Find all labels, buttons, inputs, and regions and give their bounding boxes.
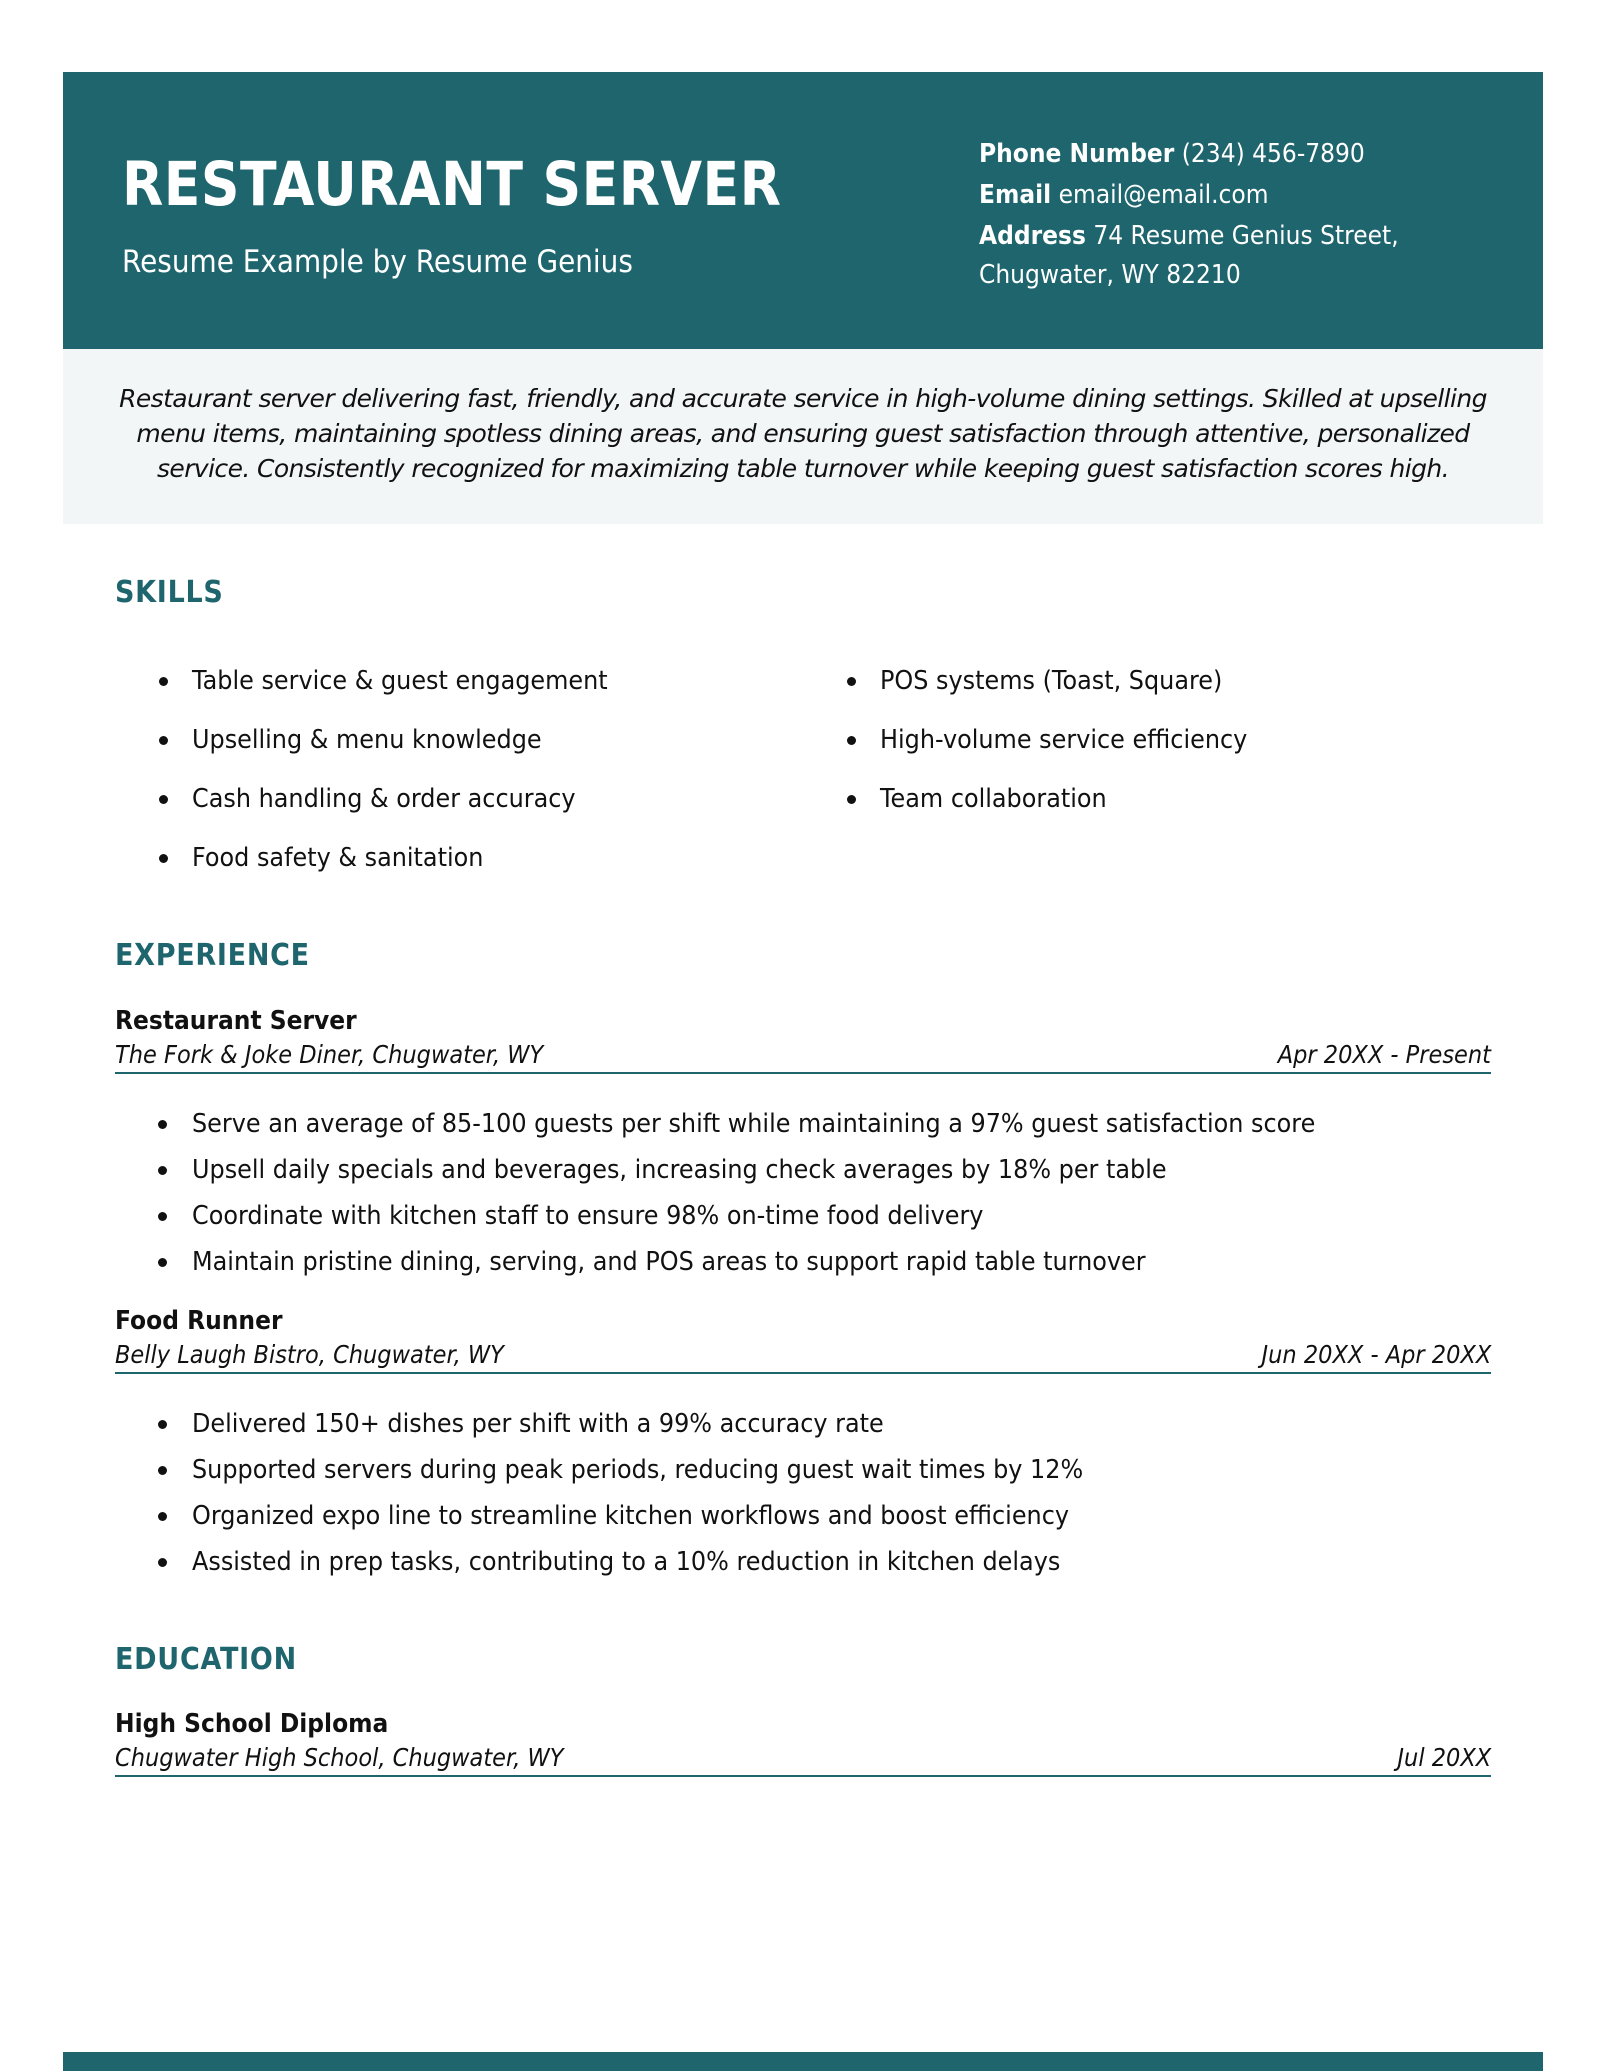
summary-band: [63, 349, 1543, 524]
experience-heading: EXPERIENCE: [115, 938, 310, 973]
job-entry: [115, 1304, 1491, 1374]
bullet-icon: [847, 795, 856, 804]
bullet-icon: [847, 736, 856, 745]
bullet-icon: [158, 1212, 167, 1221]
graduation-date: Jul 20XX: [1397, 1743, 1491, 1772]
footer-band: [63, 2052, 1543, 2071]
resume-subtitle: Resume Example by Resume Genius: [122, 244, 633, 280]
education-heading: EDUCATION: [115, 1642, 297, 1677]
contact-email: [979, 175, 1447, 216]
degree-title: High School Diploma: [115, 1709, 389, 1739]
bullet-icon: [159, 854, 168, 863]
bullet-icon: [158, 1558, 167, 1567]
bullet-icon: [158, 1120, 167, 1129]
bullet-icon: [158, 1166, 167, 1175]
skills-heading: SKILLS: [115, 575, 224, 610]
contact-info: [979, 134, 1499, 293]
phone-value: (234) 456-7890: [1181, 139, 1365, 169]
phone-label: Phone Number: [979, 139, 1175, 169]
job-title: Restaurant Server: [115, 1006, 357, 1036]
bullet-icon: [159, 677, 168, 686]
job-employer: The Fork & Joke Diner, Chugwater, WY: [115, 1040, 544, 1069]
contact-phone: [979, 134, 1447, 175]
bullet-icon: [159, 736, 168, 745]
job-dates: Apr 20XX - Present: [1277, 1040, 1491, 1069]
bullet-icon: [158, 1258, 167, 1267]
bullet-icon: [159, 795, 168, 804]
job-employer: Belly Laugh Bistro, Chugwater, WY: [115, 1340, 504, 1369]
job-dates: Jun 20XX - Apr 20XX: [1261, 1340, 1491, 1369]
resume-title: RESTAURANT SERVER: [122, 149, 782, 220]
resume-header: [63, 72, 1543, 349]
email-value: email@email.com: [1058, 180, 1269, 210]
address-label: Address: [979, 221, 1086, 251]
bullet-icon: [158, 1420, 167, 1429]
address-line2: Chugwater, WY 82210: [979, 260, 1241, 290]
job-title: Food Runner: [115, 1306, 283, 1336]
job-meta: [115, 1338, 1491, 1374]
school-name: Chugwater High School, Chugwater, WY: [115, 1743, 564, 1772]
bullet-icon: [158, 1466, 167, 1475]
education-meta: [115, 1741, 1491, 1777]
job-meta: [115, 1038, 1491, 1074]
bullet-icon: [158, 1512, 167, 1521]
job-entry: [115, 1004, 1491, 1074]
education-entry: [115, 1707, 1491, 1777]
summary-text: Restaurant server delivering fast, friendly, and accurate service in high-volume dining settings. Skilled at upselling menu items, maintaining spotless dining areas, and ensuring guest satisfaction through attentive, personalized service. Consistently recognized for maximizing table turnover while keeping guest satisfaction scores high.: [119, 384, 1487, 483]
contact-address: [979, 216, 1447, 257]
address-line1: 74 Resume Genius Street,: [1093, 221, 1399, 251]
bullet-icon: [847, 677, 856, 686]
email-label: Email: [979, 180, 1052, 210]
